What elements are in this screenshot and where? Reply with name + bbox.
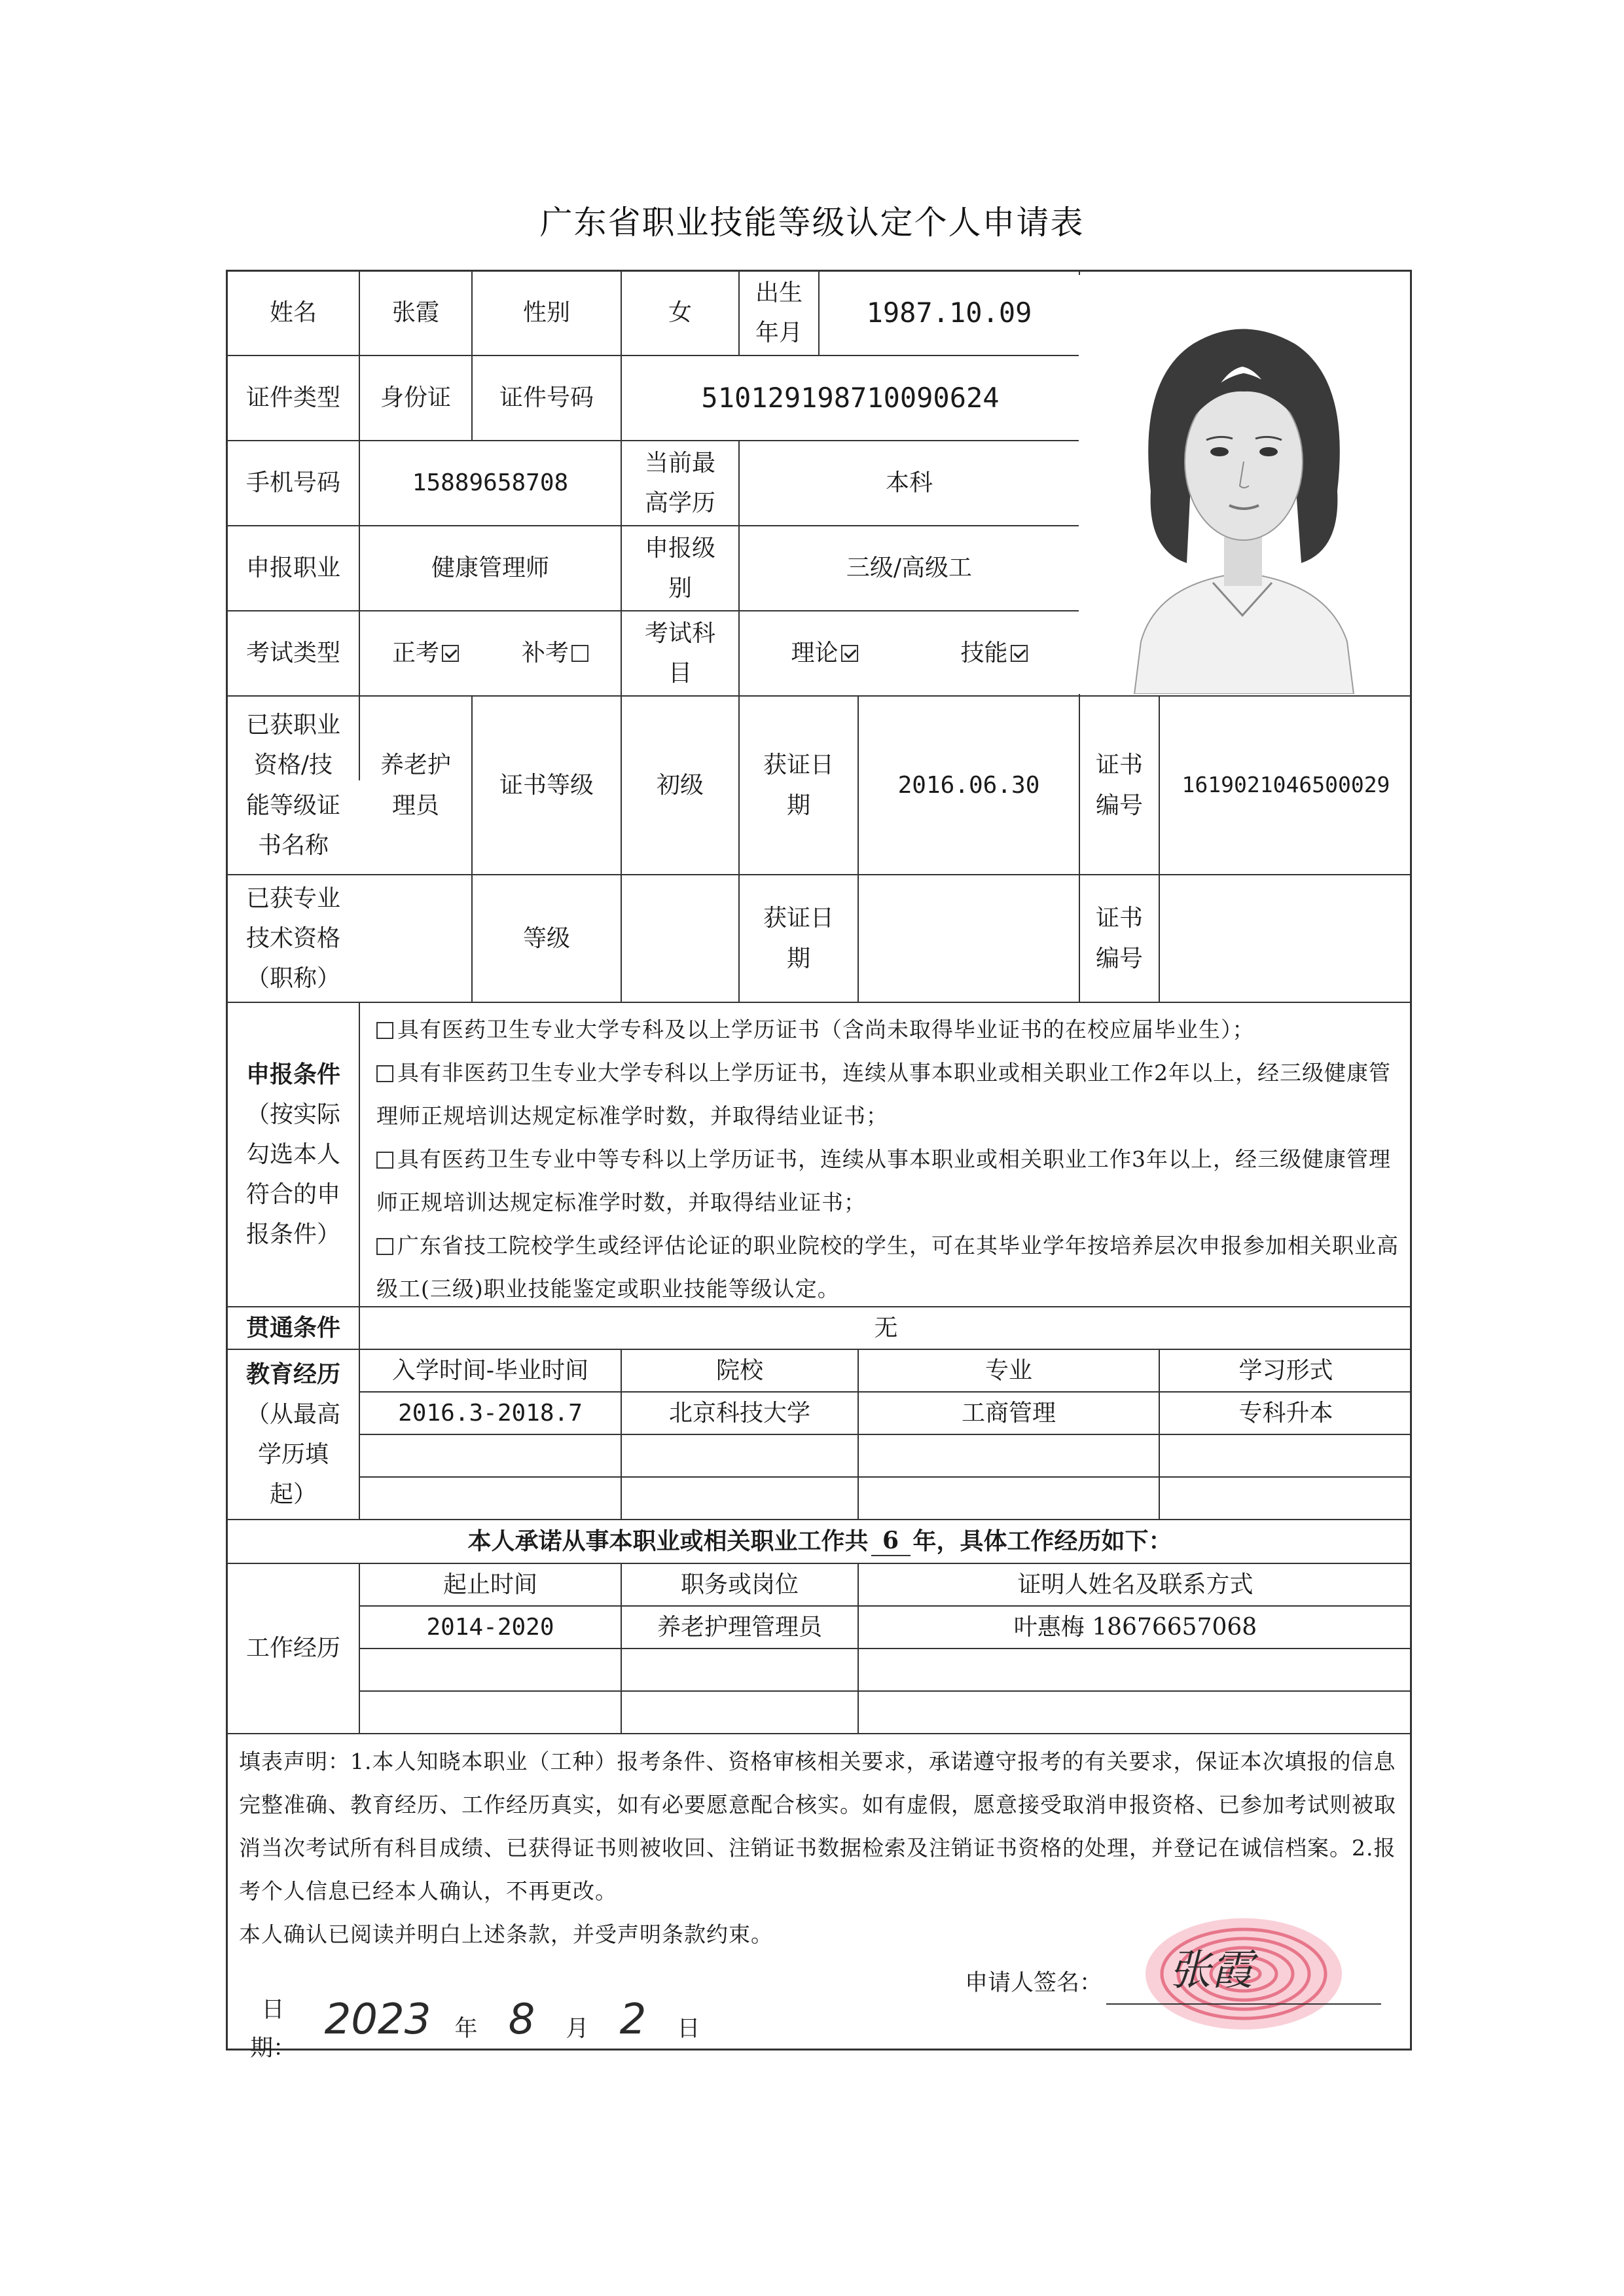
subject-label: 考试科目 <box>644 619 715 687</box>
declaration-text: 填表声明：1.本人知晓本职业（工种）报考条件、资格审核相关要求，承诺遵守报考的有关要求，保证本次填报的信息完整准确、教育经历、工作经历真实，如有必要愿意配合核实。如有虚假，愿意接受取消申报资格、已参加考试则被取消当次考试所有科目成绩、已获得证书则被收回、注销证书数据检索及注销证书资格的处理，并登记在诚信档案。2.报考个人信息已经本人确认，不再更改。 <box>239 1749 1396 1904</box>
row-line <box>359 1690 1412 1692</box>
phone-value: 15889658708 <box>412 469 569 497</box>
exam-makeup[interactable] <box>490 611 621 695</box>
birth-value: 1987.10.09 <box>866 297 1032 329</box>
col-line <box>359 1002 360 1519</box>
tech-grade-label: 等级 <box>522 924 570 952</box>
condition-item[interactable]: 广东省技工院校学生或经评估论证的职业院校的学生，可在其毕业学年按培养层次申报参加相关职业高级工(三级)职业技能鉴定或职业技能等级认定。 <box>376 1233 1399 1302</box>
education-label <box>228 1350 359 1519</box>
work-pledge-post: 年，具体工作经历如下： <box>912 1527 1172 1555</box>
education-label-note: （从最高学历填起） <box>245 1400 340 1508</box>
name-value: 张霞 <box>391 299 439 327</box>
tech-name-value <box>360 875 471 1002</box>
id-type-value: 身份证 <box>380 384 451 412</box>
job-value: 健康管理师 <box>431 555 549 582</box>
level-value: 三级/高级工 <box>846 555 973 582</box>
education-label-main: 教育经历 <box>245 1360 340 1388</box>
exam-formal-label: 正考 <box>391 640 439 667</box>
edu-cell: 工商管理 <box>961 1399 1056 1427</box>
condition-item[interactable]: 具有非医药卫生专业大学专科以上学历证书，连续从事本职业或相关职业工作2年以上，经三级健康管理师正规培训达规定标准学时数，并取得结业证书； <box>376 1060 1391 1129</box>
through-value: 无 <box>874 1314 898 1341</box>
exam-makeup-checkbox[interactable] <box>571 645 588 662</box>
cert-date-value: 2016.06.30 <box>897 771 1040 799</box>
condition-checkbox[interactable] <box>376 1152 393 1169</box>
date-month[interactable]: 8 <box>508 1995 535 2044</box>
row-line <box>226 1002 1412 1003</box>
month-unit: 月 <box>566 2016 589 2043</box>
edu-cell: 2016.3-2018.7 <box>398 1399 583 1427</box>
id-no-label: 证件号码 <box>499 384 594 412</box>
cert-grade-label: 证书等级 <box>499 771 594 799</box>
exam-makeup-label: 补考 <box>521 640 569 667</box>
work-label: 工作经历 <box>245 1635 340 1662</box>
phone-label: 手机号码 <box>246 469 341 497</box>
level-label: 申报级别 <box>644 534 715 602</box>
conditions-label-note: （按实际勾选本人符合的申报条件） <box>245 1101 340 1248</box>
date-year[interactable]: 2023 <box>324 1995 431 2044</box>
condition-checkbox[interactable] <box>376 1022 393 1039</box>
subject-theory-label: 理论 <box>791 640 839 667</box>
tech-label: 已获专业技术资格（职称） <box>245 884 340 993</box>
subject-skill-checkbox[interactable] <box>1011 645 1028 662</box>
row-line <box>359 1476 1412 1478</box>
date-day[interactable]: 2 <box>619 1995 647 2044</box>
date-label: 日期： <box>249 1996 296 2062</box>
subject-skill[interactable] <box>909 611 1079 695</box>
row-line <box>226 1733 1412 1734</box>
cert-grade-value: 初级 <box>656 771 704 799</box>
edu-header: 学习形式 <box>1238 1357 1333 1384</box>
work-header: 起止时间 <box>442 1571 537 1598</box>
row-line <box>359 1648 1412 1649</box>
work-years[interactable]: 6 <box>871 1527 911 1556</box>
edu-header: 入学时间-毕业时间 <box>391 1357 589 1384</box>
name-label: 姓名 <box>269 299 317 327</box>
conditions-list <box>376 1008 1404 1311</box>
row-line <box>359 1434 1412 1435</box>
conditions-label-main: 申报条件 <box>245 1060 340 1088</box>
subject-theory[interactable] <box>740 611 909 695</box>
condition-item[interactable]: 具有医药卫生专业中等专科以上学历证书，连续从事本职业或相关职业工作3年以上，经三级健康管理师正规培训达规定标准学时数，并取得结业证书； <box>376 1146 1391 1215</box>
year-line <box>309 2049 446 2050</box>
cert-no-label: 证书编号 <box>1095 752 1143 819</box>
subject-theory-checkbox[interactable] <box>841 645 858 662</box>
conditions-label <box>228 1003 359 1306</box>
day-line <box>597 2049 669 2050</box>
edu-cell: 专科升本 <box>1238 1399 1333 1427</box>
tech-date-label: 获证日期 <box>763 905 835 972</box>
signature-line <box>1106 2003 1381 2005</box>
id-no-value: 510129198710090624 <box>701 382 1000 414</box>
work-pledge <box>228 1520 1412 1563</box>
col-line <box>818 270 820 355</box>
edu-cell: 北京科技大学 <box>668 1399 810 1427</box>
edu-label: 当前最高学历 <box>644 449 715 517</box>
form-title: 广东省职业技能等级认定个人申请表 <box>539 204 1085 242</box>
work-cell: 养老护理管理员 <box>657 1613 822 1641</box>
year-unit: 年 <box>454 2016 478 2043</box>
work-cell: 2014-2020 <box>426 1613 554 1641</box>
signature[interactable]: 张霞 <box>1169 1946 1253 1995</box>
work-header: 证明人姓名及联系方式 <box>1017 1571 1254 1598</box>
tech-no-label: 证书编号 <box>1095 905 1143 972</box>
day-unit: 日 <box>677 2016 700 2043</box>
signature-label: 申请人签名： <box>964 1970 1102 1997</box>
work-header: 职务或岗位 <box>680 1571 799 1598</box>
cert-name-value: 养老护理员 <box>380 752 451 819</box>
gender-label: 性别 <box>522 299 570 327</box>
month-line <box>486 2049 558 2050</box>
job-label: 申报职业 <box>245 555 340 582</box>
birth-label: 出生年月 <box>755 279 803 346</box>
condition-checkbox[interactable] <box>376 1238 393 1255</box>
through-label: 贯通条件 <box>245 1313 340 1341</box>
condition-checkbox[interactable] <box>376 1065 393 1082</box>
id-type-label: 证件类型 <box>246 384 341 412</box>
edu-value: 本科 <box>885 469 933 497</box>
edu-header: 院校 <box>715 1357 763 1384</box>
cert-name-label: 已获职业资格/技能等级证书名称 <box>245 712 340 859</box>
exam-formal[interactable] <box>360 611 491 695</box>
condition-item[interactable]: 具有医药卫生专业大学专科及以上学历证书（含尚未取得毕业证书的在校应届毕业生）； <box>376 1008 1404 1051</box>
exam-formal-checkbox[interactable] <box>442 645 459 662</box>
gender-value: 女 <box>668 299 692 327</box>
declaration-confirm: 本人确认已阅读并明白上述条款，并受声明条款约束。 <box>239 1922 773 1947</box>
work-cell: 叶惠梅 18676657068 <box>1013 1613 1257 1641</box>
cert-date-label: 获证日期 <box>763 752 835 819</box>
applicant-photo <box>1079 275 1409 694</box>
cert-no-value: 1619021046500029 <box>1182 772 1390 798</box>
subject-skill-label: 技能 <box>960 640 1008 667</box>
work-pledge-pre: 本人承诺从事本职业或相关职业工作共 <box>467 1527 869 1555</box>
edu-header: 专业 <box>984 1357 1032 1384</box>
exam-type-label: 考试类型 <box>245 640 340 667</box>
